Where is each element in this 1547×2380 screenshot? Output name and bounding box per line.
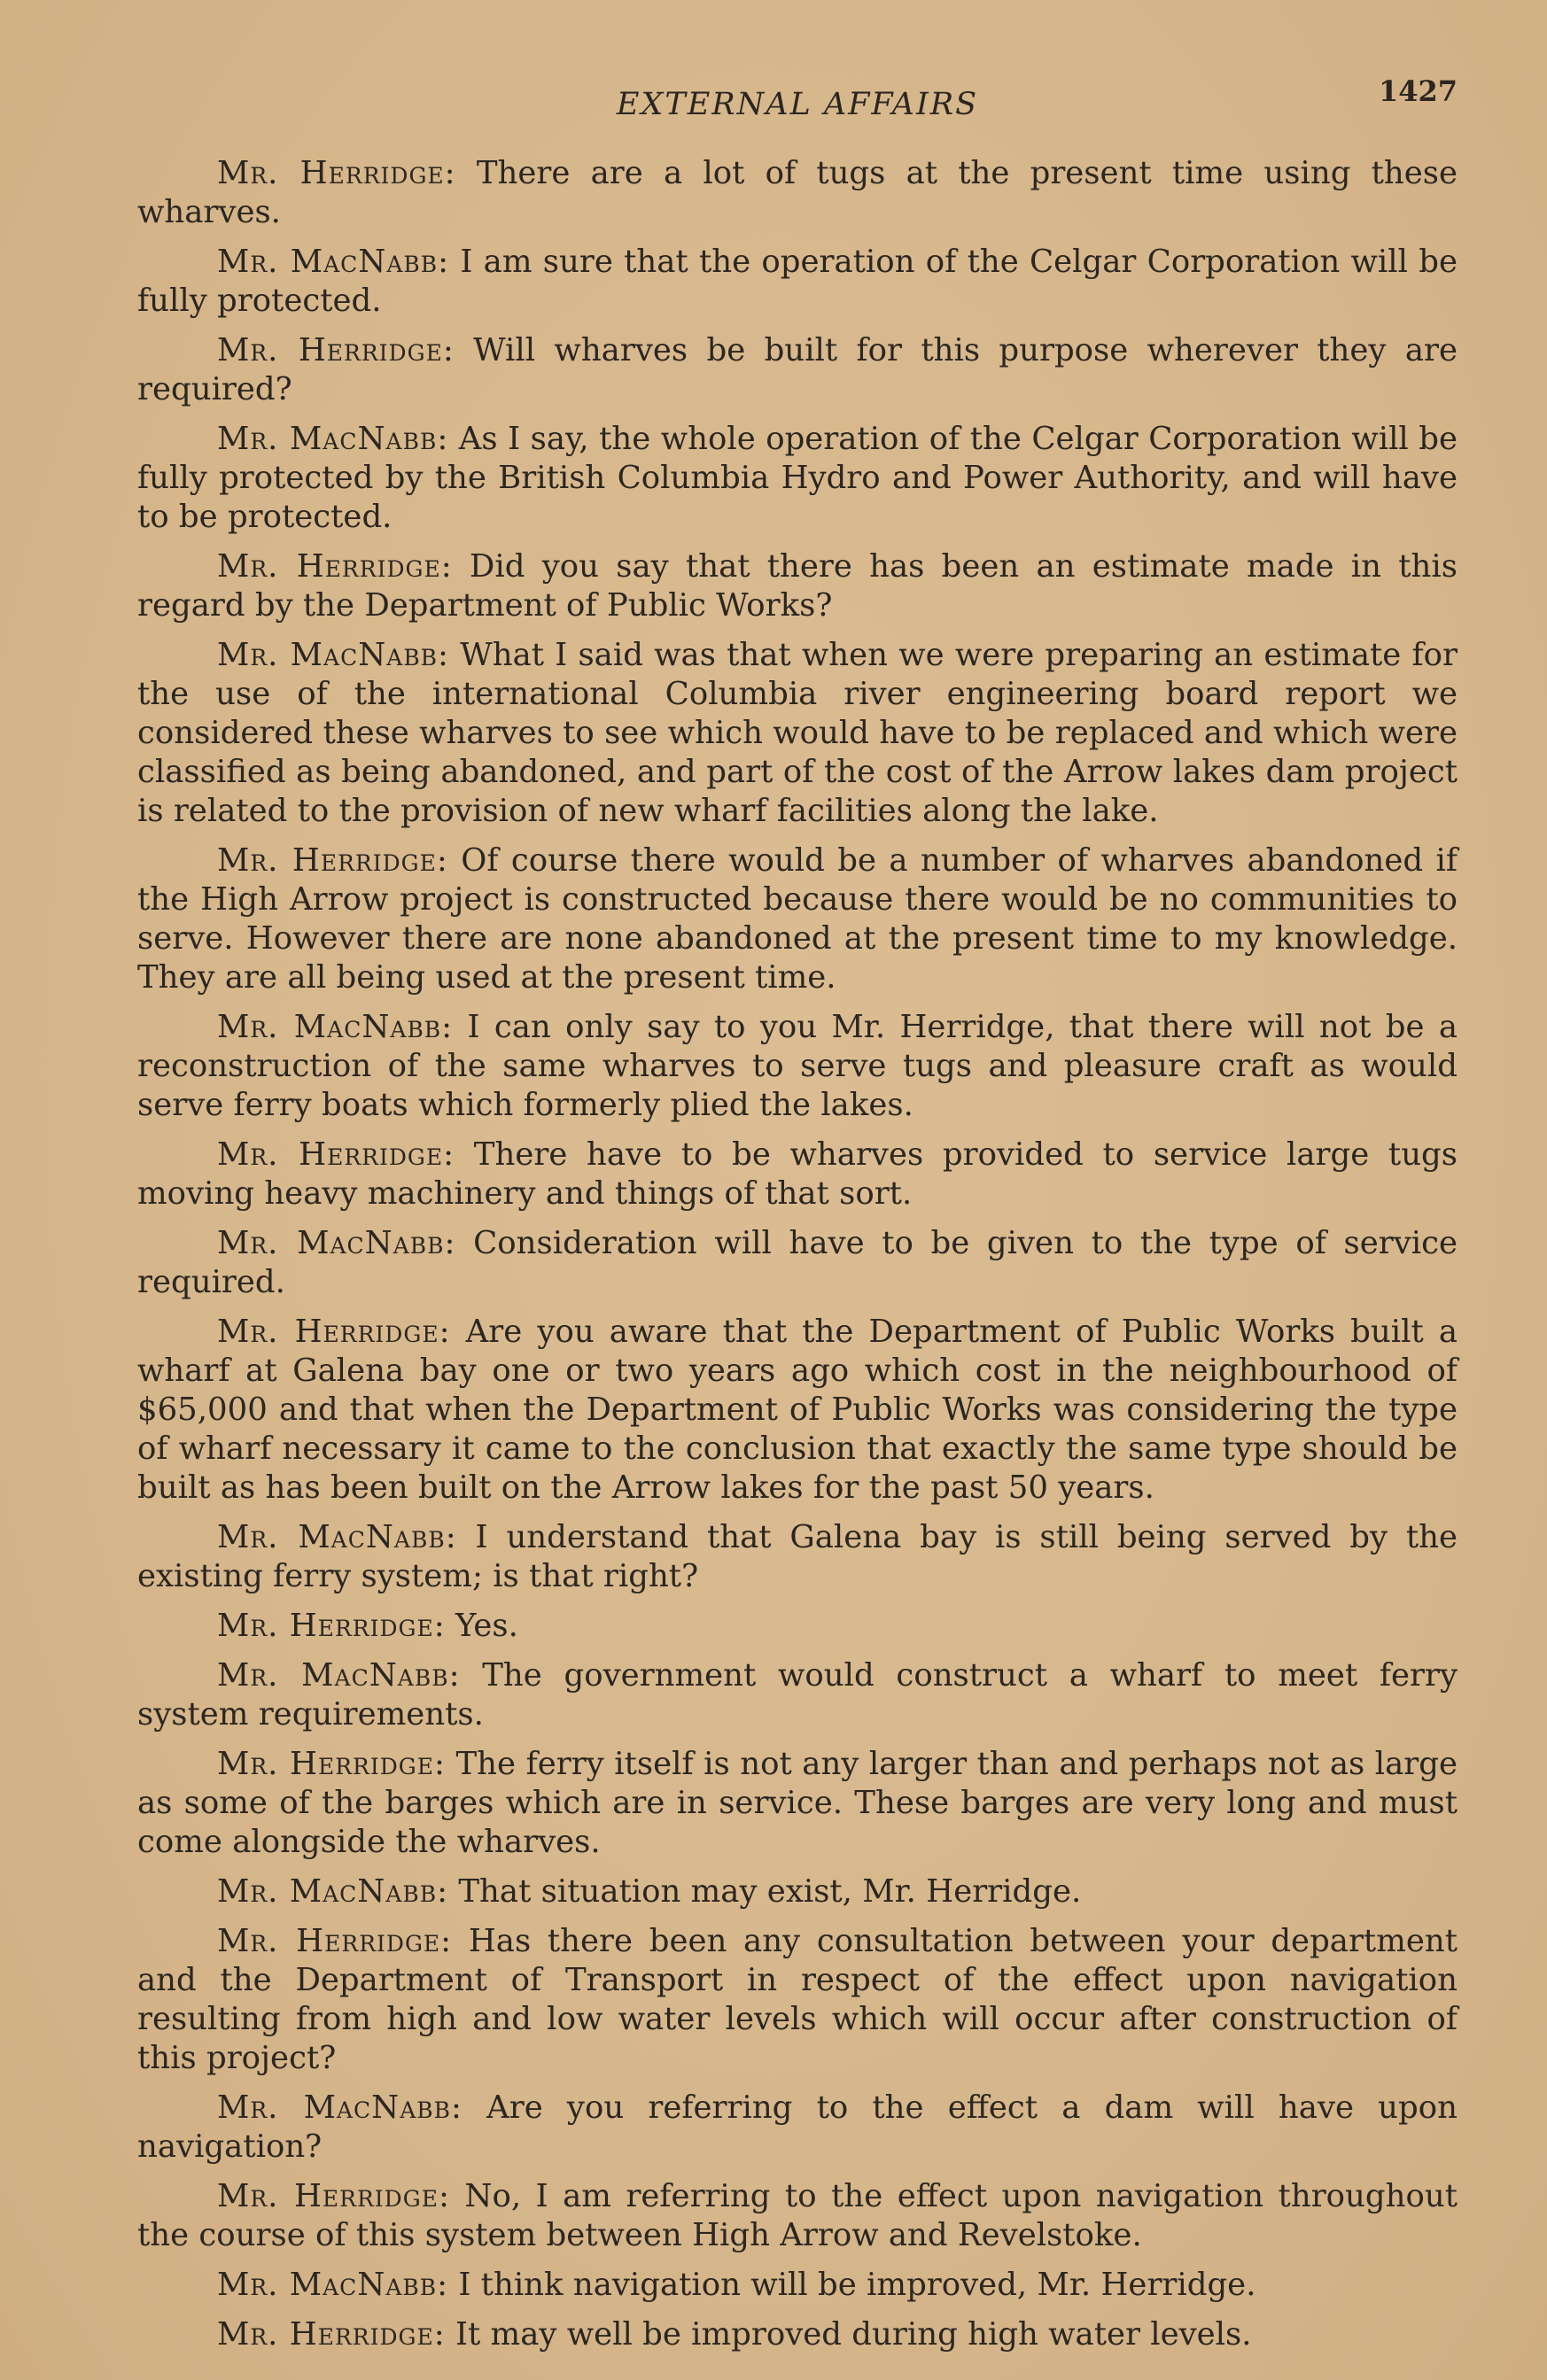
transcript-paragraph bbox=[137, 2315, 1458, 2354]
paragraph-text: I think navigation will be improved, Mr. Herridge. bbox=[448, 2267, 1256, 2303]
transcript-paragraph bbox=[137, 1136, 1458, 1213]
speaker-label: Mr. MacNabb: bbox=[217, 2267, 449, 2303]
speaker-label: Mr. MacNabb: bbox=[217, 421, 449, 457]
transcript-body bbox=[137, 154, 1458, 2354]
speaker-label: Mr. Herridge: bbox=[217, 2316, 446, 2353]
speaker-label: Mr. MacNabb: bbox=[217, 1519, 457, 1555]
transcript-paragraph bbox=[137, 1872, 1458, 1911]
paragraph-text: What I said was that when we were preparing an estimate for the use of the international Columbia river engineering board report we considered these wharves to see which would have to be replaced and which were classified as being abandoned, and part of the cost of the Arrow lakes dam project is related to the provision of new wharf facilities along the lake. bbox=[137, 637, 1458, 829]
speaker-label: Mr. MacNabb: bbox=[217, 2089, 463, 2126]
paragraph-text: It may well be improved during high water levels. bbox=[445, 2316, 1252, 2353]
running-title: EXTERNAL AFFAIRS bbox=[616, 87, 979, 122]
paragraph-text: That situation may exist, Mr. Herridge. bbox=[448, 1873, 1082, 1910]
transcript-paragraph bbox=[137, 1518, 1458, 1596]
speaker-label: Mr. Herridge: bbox=[217, 1608, 446, 1644]
transcript-paragraph bbox=[137, 420, 1458, 537]
speaker-label: Mr. MacNabb: bbox=[217, 637, 450, 673]
speaker-label: Mr. MacNabb: bbox=[217, 1657, 461, 1694]
transcript-paragraph bbox=[137, 1313, 1458, 1508]
transcript-paragraph bbox=[137, 1656, 1458, 1734]
paragraph-text: The government would construct a wharf to meet ferry system requirements. bbox=[137, 1657, 1458, 1733]
page-header bbox=[137, 71, 1458, 133]
speaker-label: Mr. Herridge: bbox=[217, 548, 453, 585]
transcript-paragraph bbox=[137, 1922, 1458, 2078]
transcript-paragraph bbox=[137, 2089, 1458, 2167]
paragraph-text: There have to be wharves provided to service large tugs moving heavy machinery and things of that sort. bbox=[137, 1136, 1458, 1212]
transcript-paragraph bbox=[137, 1745, 1458, 1862]
page-number: 1427 bbox=[1378, 74, 1458, 108]
paragraph-text: I am sure that the operation of the Celgar Corporation will be fully protected. bbox=[137, 244, 1458, 319]
transcript-paragraph bbox=[137, 2266, 1458, 2305]
transcript-paragraph bbox=[137, 1224, 1458, 1302]
transcript-paragraph bbox=[137, 547, 1458, 625]
speaker-label: Mr. Herridge: bbox=[217, 1314, 451, 1350]
paragraph-text: Are you aware that the Department of Public Works built a wharf at Galena bay one or two years ago which cost in the neighbourhood of $65,000 and that when the Department of Public Works was considering the type of wharf necessary it came to the conclusion that exactly the same type should be built as has been built on the Arrow lakes for the past 50 years. bbox=[137, 1314, 1458, 1506]
paragraph-text: Did you say that there has been an estimate made in this regard by the Department of Public Works? bbox=[137, 548, 1458, 624]
speaker-label: Mr. Herridge: bbox=[217, 1136, 455, 1173]
transcript-paragraph bbox=[137, 331, 1458, 409]
speaker-label: Mr. Herridge: bbox=[217, 842, 448, 879]
transcript-paragraph bbox=[137, 2177, 1458, 2255]
paragraph-text: As I say, the whole operation of the Celgar Corporation will be fully protected by the British Columbia Hydro and Power Authority, and will have to be protected. bbox=[137, 421, 1458, 535]
paragraph-text: Consideration will have to be given to the type of service required. bbox=[137, 1225, 1458, 1300]
transcript-paragraph bbox=[137, 636, 1458, 831]
speaker-label: Mr. Herridge: bbox=[217, 1923, 453, 1959]
paragraph-text: There are a lot of tugs at the present time using these wharves. bbox=[137, 155, 1458, 230]
transcript-paragraph bbox=[137, 1008, 1458, 1125]
transcript-paragraph bbox=[137, 243, 1458, 321]
paragraph-text: The ferry itself is not any larger than and perhaps not as large as some of the barges which are in service. These barges are very long and must come alongside the wharves. bbox=[137, 1746, 1458, 1860]
paragraph-text: Has there been any consultation between your department and the Department of Transport in respect of the effect upon navigation resulting from high and low water levels which will occur after construction of this project? bbox=[137, 1923, 1458, 2076]
paragraph-text: Will wharves be built for this purpose wherever they are required? bbox=[137, 332, 1458, 407]
paragraph-text: No, I am referring to the effect upon navigation throughout the course of this system between High Arrow and Revelstoke. bbox=[137, 2178, 1458, 2253]
speaker-label: Mr. Herridge: bbox=[217, 155, 456, 191]
book-page bbox=[137, 71, 1458, 2354]
speaker-label: Mr. MacNabb: bbox=[217, 1873, 449, 1910]
paragraph-text: I can only say to you Mr. Herridge, that there will not be a reconstruction of the same wharves to serve tugs and pleasure craft as would serve ferry boats which formerly plied the lakes. bbox=[137, 1009, 1458, 1123]
speaker-label: Mr. MacNabb: bbox=[217, 1009, 454, 1045]
transcript-paragraph bbox=[137, 154, 1458, 232]
paragraph-text: Yes. bbox=[445, 1608, 518, 1644]
paragraph-text: Are you referring to the effect a dam will have upon navigation? bbox=[137, 2089, 1458, 2165]
transcript-paragraph bbox=[137, 841, 1458, 997]
paragraph-text: I understand that Galena bay is still being served by the existing ferry system; is that right? bbox=[137, 1519, 1458, 1594]
speaker-label: Mr. Herridge: bbox=[217, 1746, 446, 1782]
speaker-label: Mr. Herridge: bbox=[217, 2178, 450, 2214]
transcript-paragraph bbox=[137, 1607, 1458, 1646]
speaker-label: Mr. Herridge: bbox=[217, 332, 455, 368]
paragraph-text: Of course there would be a number of wharves abandoned if the High Arrow project is constructed because there would be no communities to serve. However there are none abandoned at the present time to my knowledge. They are all being used at the present time. bbox=[137, 842, 1458, 996]
speaker-label: Mr. MacNabb: bbox=[217, 244, 450, 280]
speaker-label: Mr. MacNabb: bbox=[217, 1225, 456, 1261]
